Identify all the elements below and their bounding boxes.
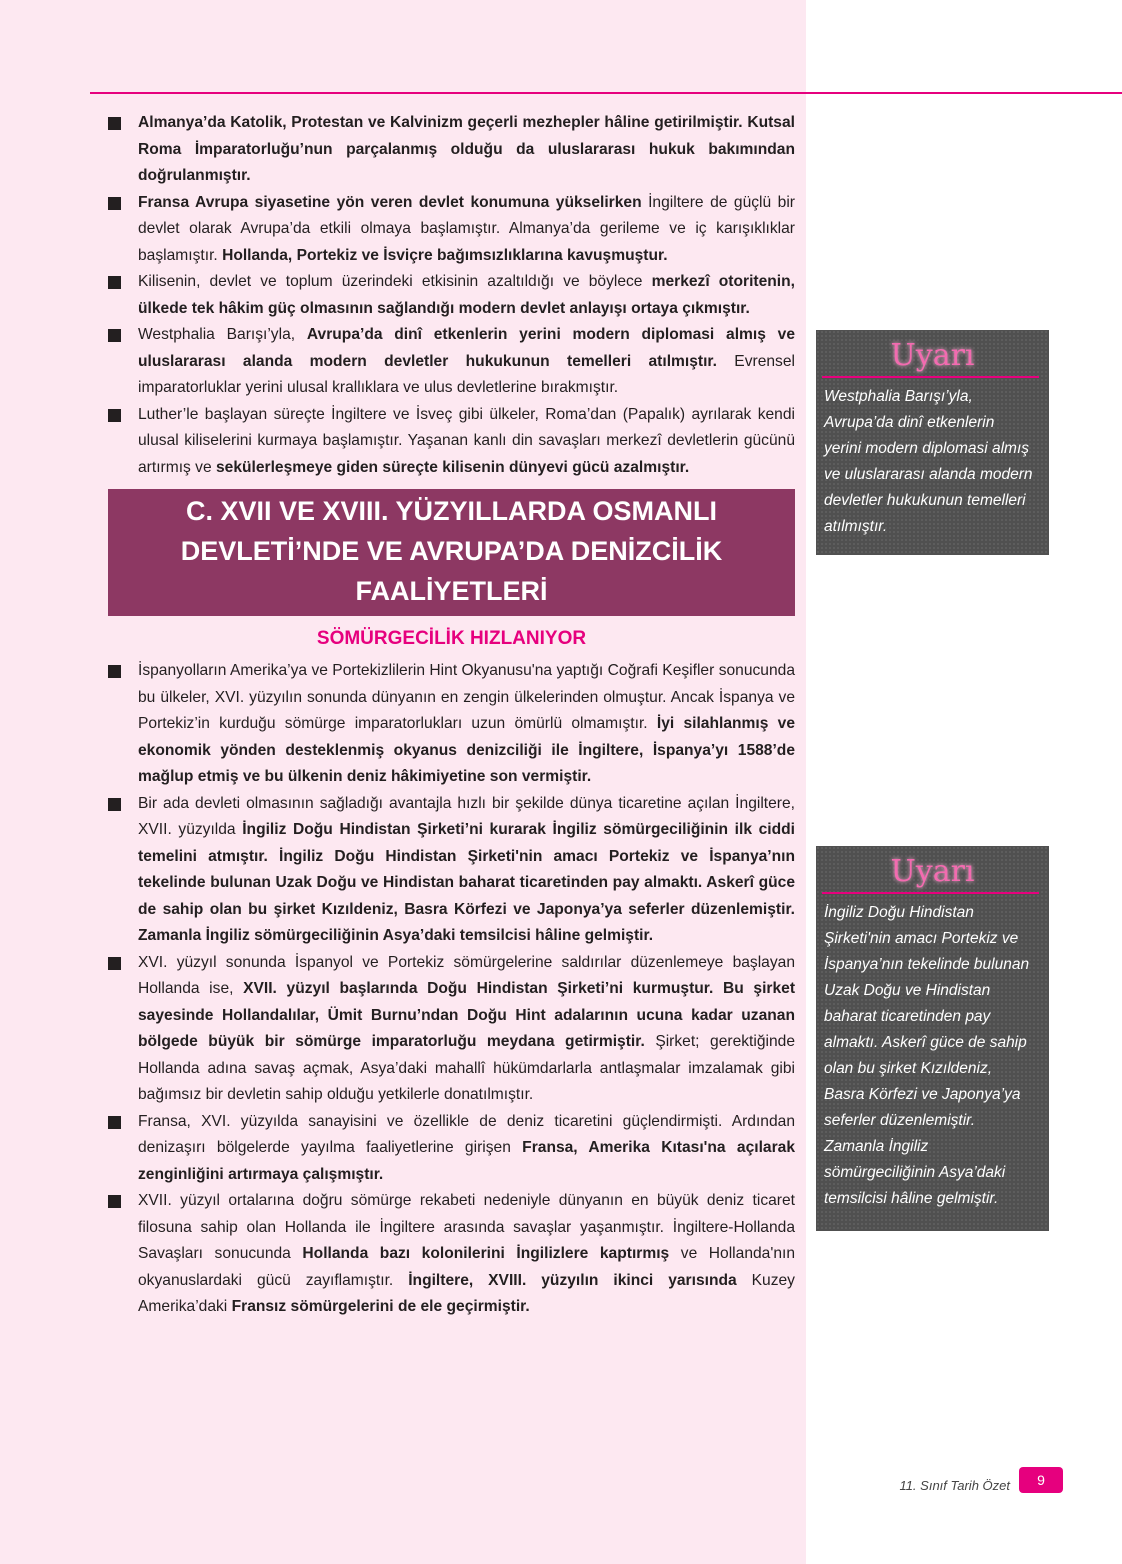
bold-text: sekülerleşmeye giden süreçte kilisenin dünyevi gücü azalmıştır.	[215, 458, 690, 476]
text: Evrensel imparatorluklar yerini ulusal krallıklara ve ulus devletlerine bırakmıştır.	[138, 352, 795, 396]
bullet-list-top	[108, 110, 795, 481]
top-rule	[90, 92, 1122, 94]
main-content	[108, 110, 795, 1321]
bold-text: merkezî otoritenin, ülkede tek hâkim güç olmasının sağlandığı modern devlet anlayışı ortaya çıkmıştır.	[138, 273, 796, 317]
text: Şirket; gerektiğinde Hollanda adına savaş açmak, Asya’daki mahallî hükümdarlarla antlaşmalar imzalamak gibi bağımsız bir devletin sahip olduğu yetkilerle donatılmıştır.	[138, 1033, 795, 1103]
section-heading	[108, 489, 795, 616]
bullet-item	[108, 1188, 795, 1321]
text: Kuzey Amerika’daki	[138, 1271, 795, 1315]
bold-text: Fransa Avrupa siyasetine yön veren devlet konumuna yükselirken	[138, 193, 642, 211]
warning-title: Uyarı	[890, 854, 975, 889]
warning-box-1	[816, 330, 1049, 555]
bullet-item	[108, 791, 795, 950]
bullet-item	[108, 402, 795, 482]
bullet-item	[108, 658, 795, 791]
bullet-item	[108, 322, 795, 402]
warning-divider	[822, 892, 1039, 894]
warning-box-2	[816, 846, 1049, 1231]
bold-text: Avrupa’da dinî etkenlerin yerini modern diplomasi almış ve uluslararası alanda modern devletler hukukunun temelleri atılmıştır.	[138, 326, 795, 370]
text: Westphalia Barışı’yla,	[138, 326, 307, 343]
bold-text: İngiltere, XVIII. yüzyılın ikinci yarısında	[408, 1271, 737, 1289]
footer-book-title: 11. Sınıf Tarih Özet	[899, 1478, 1010, 1493]
section-heading-line-1: C. XVII VE XVIII. YÜZYILLARDA OSMANLI	[185, 496, 718, 526]
section-subtitle: SÖMÜRGECİLİK HIZLANIYOR	[316, 628, 587, 649]
bold-text: XVII. yüzyıl başlarında Doğu Hindistan Şirketi’ni kurmuştur. Bu şirket sayesinde Hollandalılar, Ümit Burnu’ndan Doğu Hint adalarının ucuna kadar uzanan bölgede büyük bir sömürge imparatorluğu meydana getirmiştir.	[138, 980, 796, 1050]
bold-text: İyi silahlanmış ve ekonomik yönden desteklenmiş okyanus denizciliği ile İngiltere, İspanya’yı 1588’de mağlup etmiş ve bu ülkenin deniz hâkimiyetine son vermiştir.	[138, 715, 795, 785]
bullet-item	[108, 269, 795, 322]
text: İspanyolların Amerika’ya ve Portekizlilerin Hint Okyanusu'na yaptığı Coğrafi Keşifler sonucunda bu ülkeler, XVI. yüzyılın sonunda dünyanın en zengin ülkelerinden olmuştur. Ancak İspanya ve Portekiz’in kurduğu sömürge imparatorlukları uzun ömürlü olmamıştır.	[138, 662, 795, 732]
text: İngiltere de güçlü bir devlet olarak Avrupa’da etkili olmaya başlamıştır. Almanya’da gerileme ve iç karışıklıklar başlamıştır.	[138, 193, 795, 264]
bullet-item	[108, 110, 795, 190]
warning-title: Uyarı	[890, 338, 975, 373]
bold-text: Hollanda bazı kolonilerini İngilizlere kaptırmış	[302, 1245, 670, 1262]
section-heading-line-2: DEVLETİ’NDE VE AVRUPA’DA DENİZCİLİK	[180, 536, 723, 566]
bullet-list-bottom	[108, 658, 795, 1321]
bold-text: İngiliz Doğu Hindistan Şirketi’ni kurarak İngiliz sömürgeciliğinin ilk ciddi temelini atmıştır. İngiliz Doğu Hindistan Şirketi'nin amacı Portekiz ve İspanya’nın tekelinde bulunan Uzak Doğu ve Hindistan baharat ticaretinden pay almaktı. Askerî güce de sahip olan bu şirket Kızıldeniz, Basra Körfezi ve Japonya’ya seferler düzenlemiştir. Zamanla İngiliz sömürgeciliğinin Asya’daki temsilcisi hâline gelmiştir.	[138, 821, 795, 944]
warning-text: İngiliz Doğu Hindistan Şirketi'nin amacı Portekiz ve İspanya’nın tekelinde bulunan Uzak Doğu ve Hindistan baharat ticaretinden pay almaktı. Askerî güce de sahip olan bu şirket Kızıldeniz, Basra Körfezi ve Japonya’ya seferler düzenlemiştir. Zamanla İngiliz sömürgeciliğinin Asya’daki temsilcisi hâline gelmiştir.	[824, 904, 1030, 1207]
page-number: 9	[1019, 1467, 1063, 1493]
text: Fransa, XVI. yüzyılda sanayisini ve özellikle de deniz ticaretini güçlendirmişti. Ardından denizaşırı bölgelerde yayılma faaliyetlerine girişen	[138, 1112, 795, 1156]
bold-text: Fransa, Amerika Kıtası'na açılarak zenginliğini artırmaya çalışmıştır.	[138, 1139, 795, 1183]
text: Luther’le başlayan süreçte İngiltere ve İsveç gibi ülkeler, Roma’dan (Papalık) ayrılarak kendi ulusal kiliselerini kurmaya başlamıştır. Yaşanan kanlı din savaşları merkezî devletlerin gücünü artırmış ve	[138, 405, 795, 476]
text: XVI. yüzyıl sonunda İspanyol ve Portekiz sömürgelerine saldırılar düzenlemeye başlayan Hollanda ise,	[138, 953, 795, 997]
warning-divider	[822, 376, 1039, 378]
warning-text: Westphalia Barışı’yla, Avrupa’da dinî etkenlerin yerini modern diplomasi almış ve uluslararası alanda modern devletler hukukunun temelleri atılmıştır.	[824, 388, 1033, 535]
bullet-item	[108, 1109, 795, 1189]
text: XVII. yüzyıl ortalarına doğru sömürge rekabeti nedeniyle dünyanın en büyük deniz ticaret filosuna sahip olan Hollanda ile İngiltere arasında savaşlar yaşanmıştır. İngiltere-Hollanda Savaşları sonucunda	[138, 1192, 795, 1262]
bold-text: Hollanda, Portekiz ve İsviçre bağımsızlıklarına kavuşmuştur.	[222, 246, 668, 264]
text: Bir ada devleti olmasının sağladığı avantajla hızlı bir şekilde dünya ticaretine açılan İngiltere, XVII. yüzyılda	[138, 794, 795, 838]
bullet-item	[108, 950, 795, 1109]
text: ve Hollanda'nın okyanuslardaki gücü zayıflamıştır.	[138, 1245, 795, 1289]
bullet-item	[108, 190, 795, 270]
text: Kilisenin, devlet ve toplum üzerindeki etkisinin azaltıldığı ve böylece	[138, 273, 652, 290]
bold-text: Fransız sömürgelerini de ele geçirmiştir.	[231, 1298, 530, 1315]
section-heading-line-3: FAALİYETLERİ	[355, 576, 548, 606]
bold-text: Almanya’da Katolik, Protestan ve Kalvinizm geçerli mezhepler hâline getirilmiştir. Kutsal Roma İmparatorluğu’nun parçalanmış olduğu da uluslararası hukuk bakımından doğrulanmıştır.	[138, 114, 795, 184]
